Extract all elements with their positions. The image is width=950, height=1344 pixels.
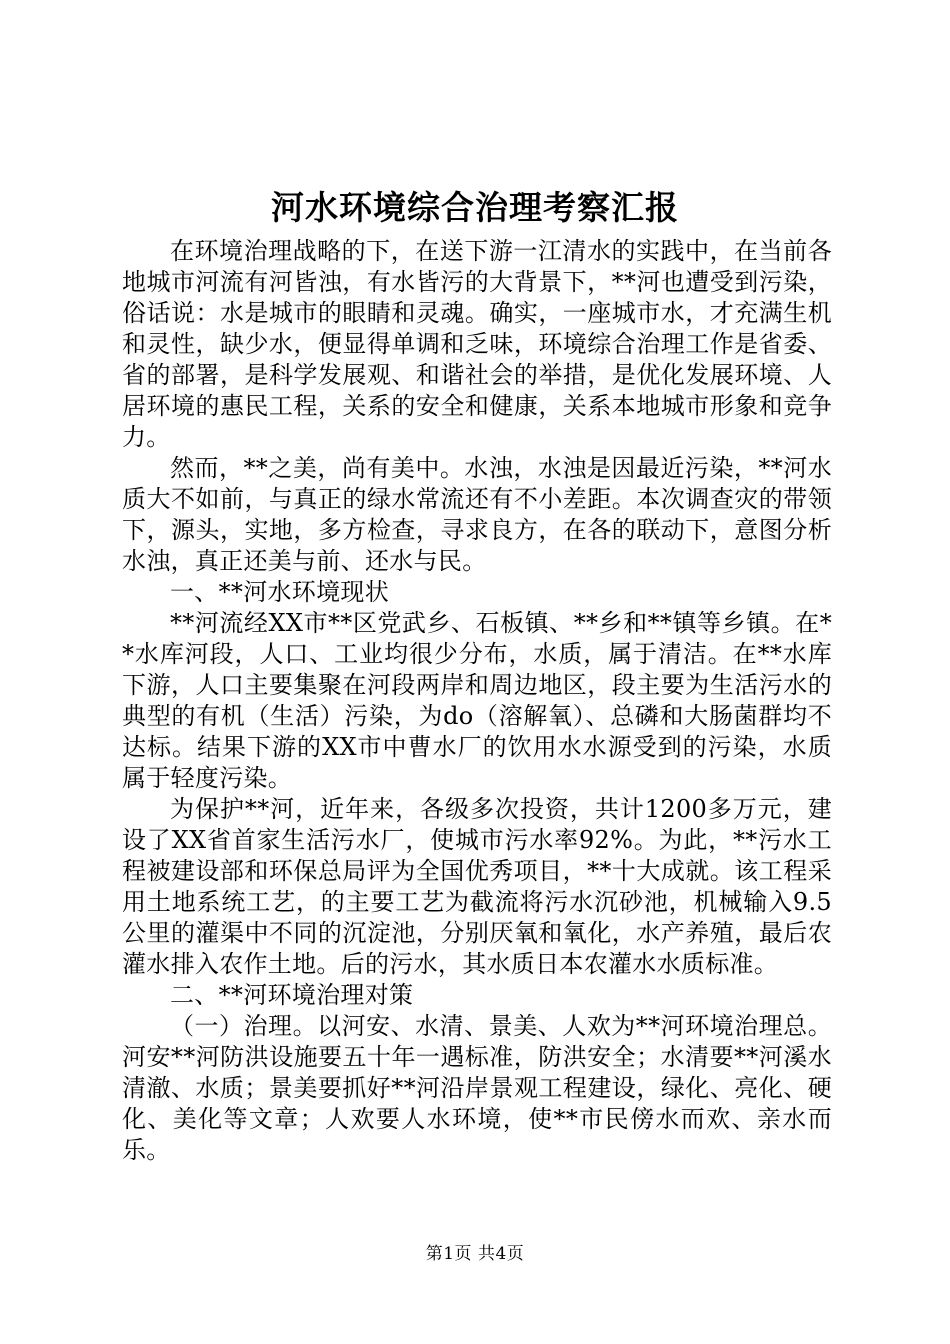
paragraph-however: 然而，**之美，尚有美中。水浊，水浊是因最近污染，**河水质大不如前，与真正的绿水常流还有不小差距。本次调查灾的带领下，源头，实地，多方检查，寻求良方，在各的联动下，意图分析水浊，真正还美与前、还水与民。 bbox=[122, 454, 832, 575]
document-body bbox=[122, 236, 832, 1166]
page-number-footer: 第1页 共4页 bbox=[425, 1244, 525, 1264]
section-heading-measures: 二、**河环境治理对策 bbox=[170, 981, 414, 1009]
paragraph-intro: 在环境治理战略的下，在送下游一江清水的实践中，在当前各地城市河流有河皆浊，有水皆污的大背景下，**河也遭受到污染，俗话说：水是城市的眼睛和灵魂。确实，一座城市水，才充满生机和灵性，缺少水，便显得单调和乏味，环境综合治理工作是省委、省的部署，是科学发展观、和谐社会的举措，是优化发展环境、人居环境的惠民工程，关系的安全和健康，关系本地城市形象和竞争力。 bbox=[122, 237, 832, 451]
paragraph-investment: 为保护**河，近年来，各级多次投资，共计1200多万元，建设了XX省首家生活污水厂，使城市污水率92%。为此，**污水工程被建设部和环保总局评为全国优秀项目，**十大成就。该工程采用土地系统工艺，的主要工艺为截流将污水沉砂池，机械输入9.5公里的灌渠中不同的沉淀池，分别厌氧和氧化，水产养殖，最后农灌水排入农作土地。后的污水，其水质日本农灌水水质标准。 bbox=[122, 795, 832, 978]
section-heading-status: 一、**河水环境现状 bbox=[170, 578, 389, 606]
paragraph-river-status: **河流经XX市**区党武乡、石板镇、**乡和**镇等乡镇。在**水库河段，人口、工业均很少分布，水质，属于清洁。在**水库下游，人口主要集聚在河段两岸和周边地区，段主要为生活污水的典型的有机（生活）污染，为do（溶解氧）、总磷和大肠菌群均不达标。结果下游的XX市中曹水厂的饮用水水源受到的污染，水质属于轻度污染。 bbox=[122, 609, 832, 792]
document-title: 河水环境综合治理考察汇报 bbox=[271, 188, 679, 227]
paragraph-governance: （一）治理。以河安、水清、景美、人欢为**河环境治理总。河安**河防洪设施要五十年一遇标准，防洪安全；水清要**河溪水清澈、水质；景美要抓好**河沿岸景观工程建设，绿化、亮化、硬化、美化等文章；人欢要人水环境，使**市民傍水而欢、亲水而乐。 bbox=[122, 1012, 832, 1164]
